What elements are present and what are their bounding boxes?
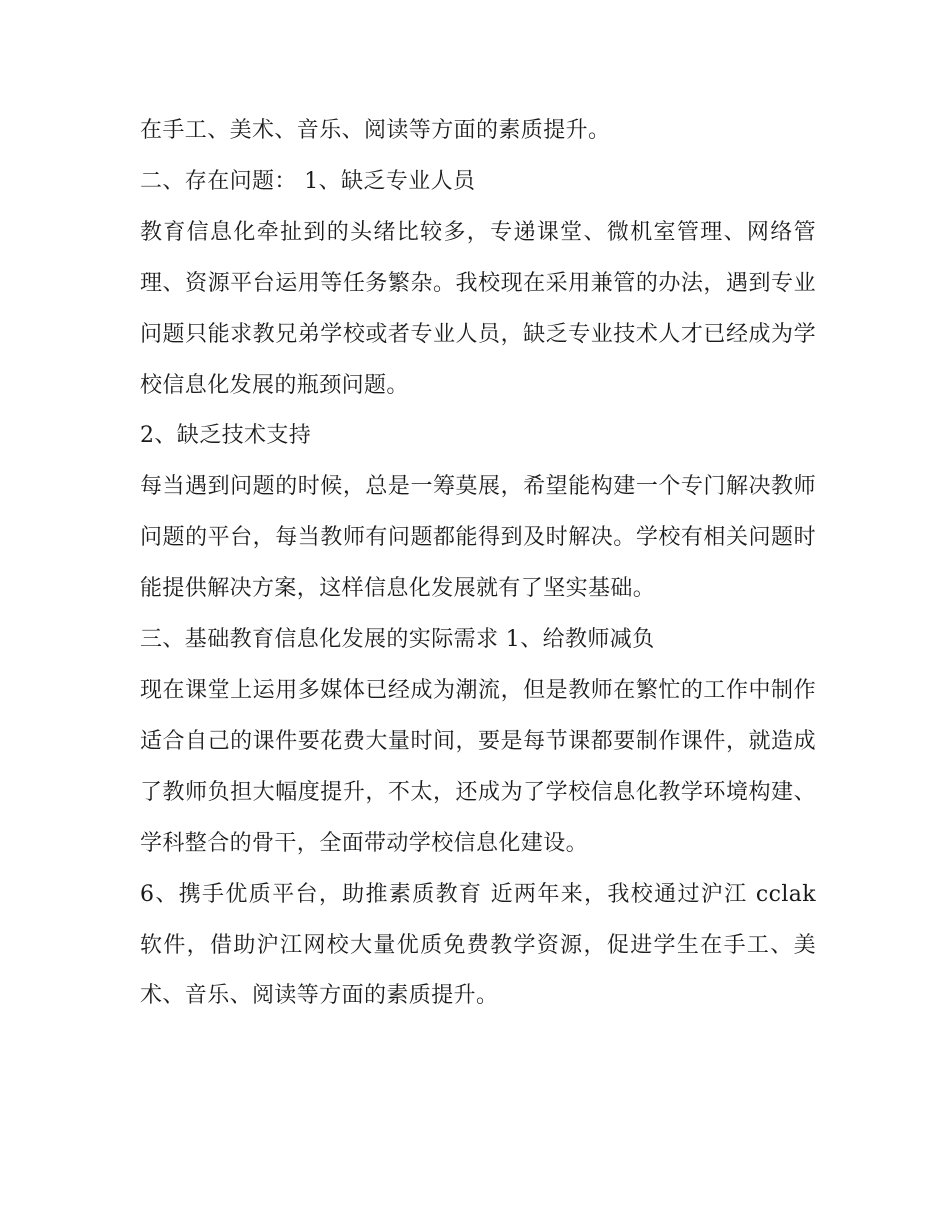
paragraph-3: 教育信息化牵扯到的头绪比较多，专递课堂、微机室管理、网络管理、资源平台运用等任务繁杂。我校现在采用兼管的办法，遇到专业问题只能求教兄弟学校或者专业人员，缺乏专业技术人才已经成为学校信息化发展的瓶颈问题。 (140, 219, 816, 398)
paragraph-8: 6、携手优质平台，助推素质教育 近两年来，我校通过沪江 cclak 软件，借助沪江网校大量优质免费教学资源，促进学生在手工、美术、音乐、阅读等方面的素质提升。 (140, 881, 816, 1009)
section-heading-needs: 三、基础教育信息化发展的实际需求 1、给教师减负 (140, 627, 655, 653)
paragraph-5: 每当遇到问题的时候，总是一筹莫展，希望能构建一个专门解决教师问题的平台，每当教师有问题都能得到及时解决。学校有相关问题时能提供解决方案，这样信息化发展就有了坚实基础。 (140, 474, 816, 602)
document-body (140, 106, 816, 1022)
paragraph-1: 在手工、美术、音乐、阅读等方面的素质提升。 (140, 118, 611, 143)
paragraph-7: 现在课堂上运用多媒体已经成为潮流，但是教师在繁忙的工作中制作适合自己的课件要花费大量时间，要是每节课都要制作课件，就造成了教师负担大幅度提升，不太，还成为了学校信息化教学环境构建、学科整合的骨干，全面带动学校信息化建设。 (140, 677, 816, 856)
section-subheading-tech-support: 2、缺乏技术支持 (140, 423, 312, 449)
section-heading-problems: 二、存在问题： 1、缺乏专业人员 (140, 168, 476, 194)
